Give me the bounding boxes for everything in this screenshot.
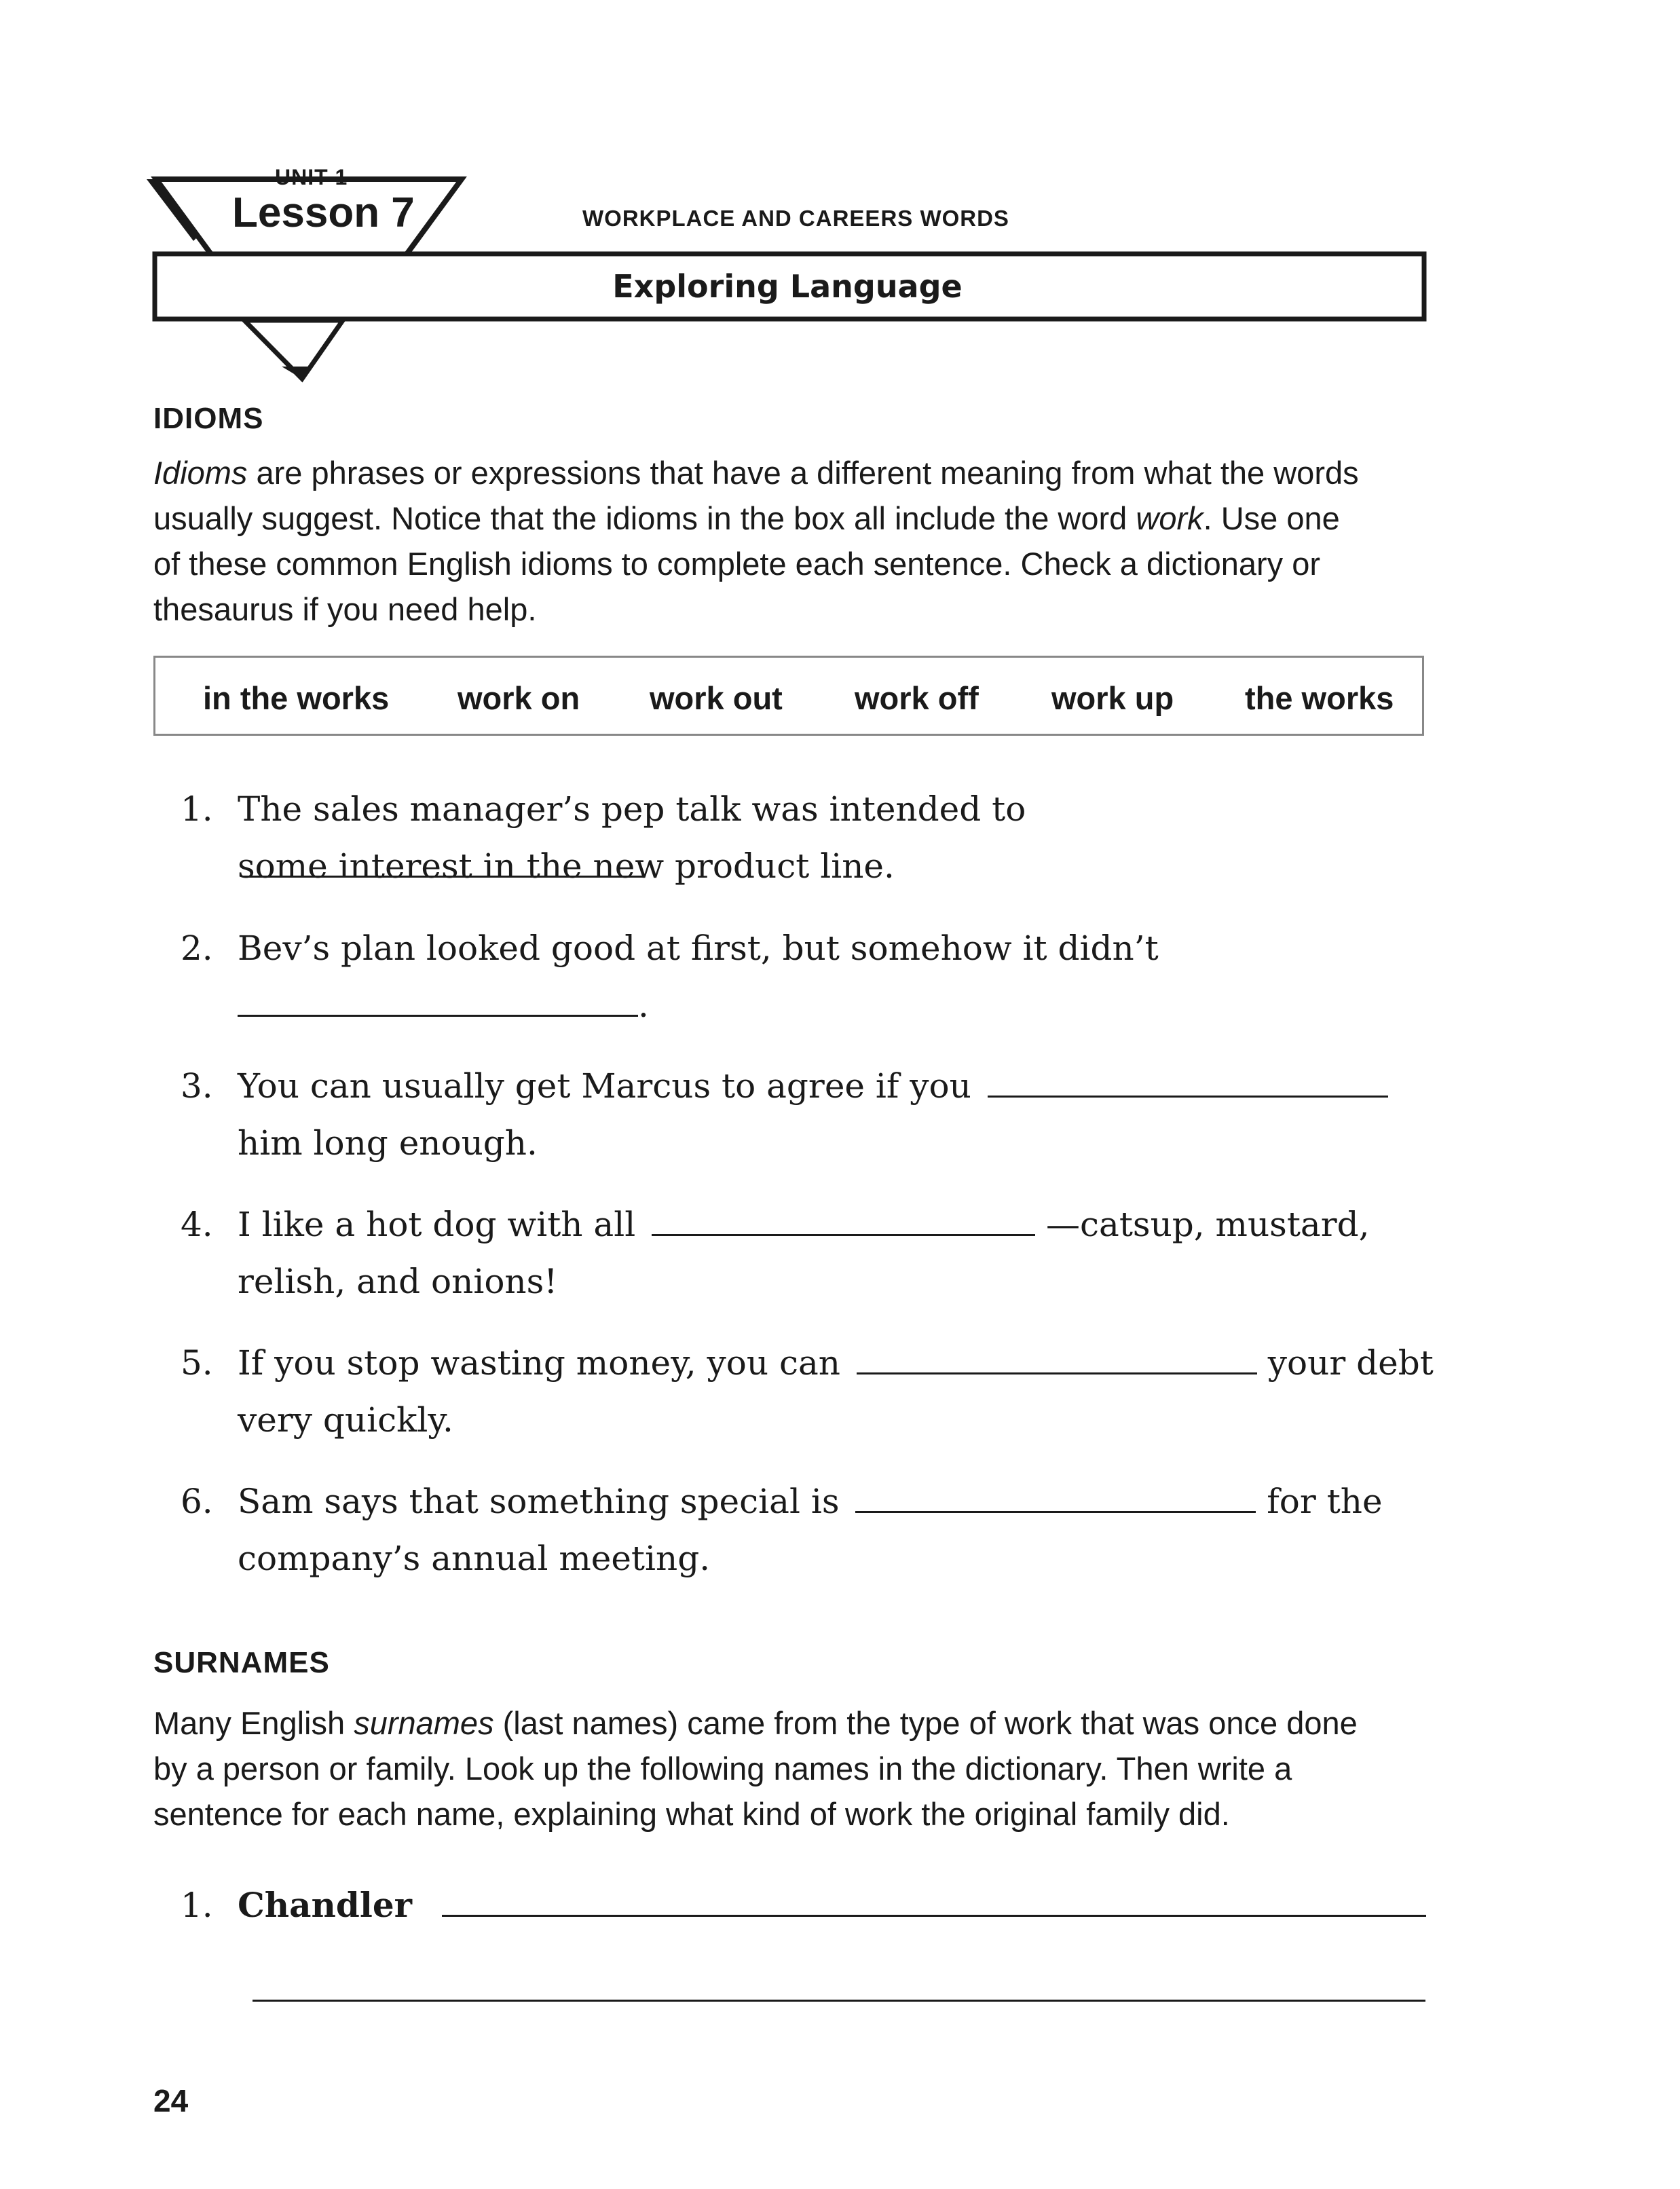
question-text: The sales manager’s pep talk was intended to	[238, 789, 1026, 829]
question-number: 2.	[181, 929, 213, 968]
surnames-intro-line1: (last names) came from the type of work that was once done	[493, 1705, 1358, 1741]
page-number: 24	[153, 2083, 189, 2118]
surname-name: Chandler	[238, 1885, 413, 1925]
question-line-1	[238, 1196, 1425, 1253]
idiom-word-box	[153, 656, 1424, 736]
question-text: If you stop wasting money, you can	[238, 1343, 840, 1383]
question-number: 6.	[181, 1482, 213, 1521]
question-line-2: very quickly.	[238, 1400, 453, 1440]
question-line-1	[238, 1058, 1425, 1115]
idioms-intro-work-term: work	[1136, 500, 1203, 536]
answer-blank[interactable]	[652, 1203, 1035, 1236]
question-text-after: your debt	[1267, 1343, 1434, 1383]
lesson-label: Lesson 7	[232, 189, 415, 236]
answer-blank[interactable]	[442, 1884, 1426, 1917]
question-text: You can usually get Marcus to agree if you	[238, 1066, 971, 1106]
idioms-intro-line1: are phrases or expressions that have a different meaning from what the words	[247, 455, 1359, 491]
idioms-intro-line2: usually suggest. Notice that the idioms in the box all include the word	[153, 500, 1136, 536]
question-line-2: company’s annual meeting.	[238, 1539, 711, 1578]
word-box-item: work on	[458, 680, 580, 716]
section-title: Exploring Language	[612, 268, 963, 305]
unit-label: UNIT 1	[275, 165, 348, 189]
surnames-intro-line2: by a person or family. Look up the following names in the dictionary. Then write a	[153, 1751, 1292, 1786]
question-line-1: Bev’s plan looked good at first, but somehow it didn’t	[238, 929, 1159, 968]
answer-blank[interactable]	[988, 1064, 1388, 1098]
question-number: 1.	[181, 1886, 213, 1925]
answer-blank[interactable]	[857, 1341, 1257, 1374]
question-number: 3.	[181, 1066, 213, 1106]
idioms-intro	[153, 450, 1375, 632]
question-line-2	[238, 977, 649, 1034]
question-text-after: .	[638, 986, 649, 1025]
word-box-item: work up	[1051, 680, 1174, 716]
question-line-1	[238, 1473, 1446, 1530]
question-line-2: some interest in the new product line.	[238, 846, 895, 886]
idioms-intro-line3: of these common English idioms to complete each sentence. Check a dictionary or	[153, 546, 1320, 582]
surnames-intro-start: Many English	[153, 1705, 354, 1741]
surname-line-1	[238, 1877, 1432, 1934]
question-line-2: relish, and onions!	[238, 1262, 558, 1301]
question-text-after: for the	[1267, 1482, 1383, 1521]
question-number: 1.	[181, 789, 213, 829]
question-number: 4.	[181, 1205, 213, 1244]
question-text: Sam says that something special is	[238, 1482, 840, 1521]
answer-blank-line-2[interactable]	[253, 2000, 1425, 2002]
answer-blank[interactable]	[238, 984, 638, 1017]
idioms-intro-line2-end: . Use one	[1203, 500, 1340, 536]
idioms-heading: IDIOMS	[153, 402, 264, 435]
answer-blank[interactable]	[855, 1480, 1256, 1513]
category-label: WORKPLACE AND CAREERS WORDS	[582, 206, 1009, 231]
question-text: I like a hot dog with all	[238, 1205, 636, 1244]
surnames-intro	[153, 1700, 1375, 1837]
question-line-1	[238, 1334, 1446, 1391]
surnames-intro-term: surnames	[354, 1705, 494, 1741]
word-box-item: work out	[650, 680, 783, 716]
idioms-intro-term: Idioms	[153, 455, 248, 491]
surnames-intro-line3: sentence for each name, explaining what kind of work the original family did.	[153, 1796, 1230, 1832]
word-box-item: in the works	[203, 680, 390, 716]
word-box-item: work off	[855, 680, 979, 716]
question-text-after: —catsup, mustard,	[1046, 1205, 1370, 1244]
surnames-heading: SURNAMES	[153, 1646, 330, 1679]
word-box-item: the works	[1245, 680, 1394, 716]
question-number: 5.	[181, 1343, 213, 1383]
idioms-intro-line4: thesaurus if you need help.	[153, 591, 537, 627]
question-line-2: him long enough.	[238, 1123, 538, 1163]
